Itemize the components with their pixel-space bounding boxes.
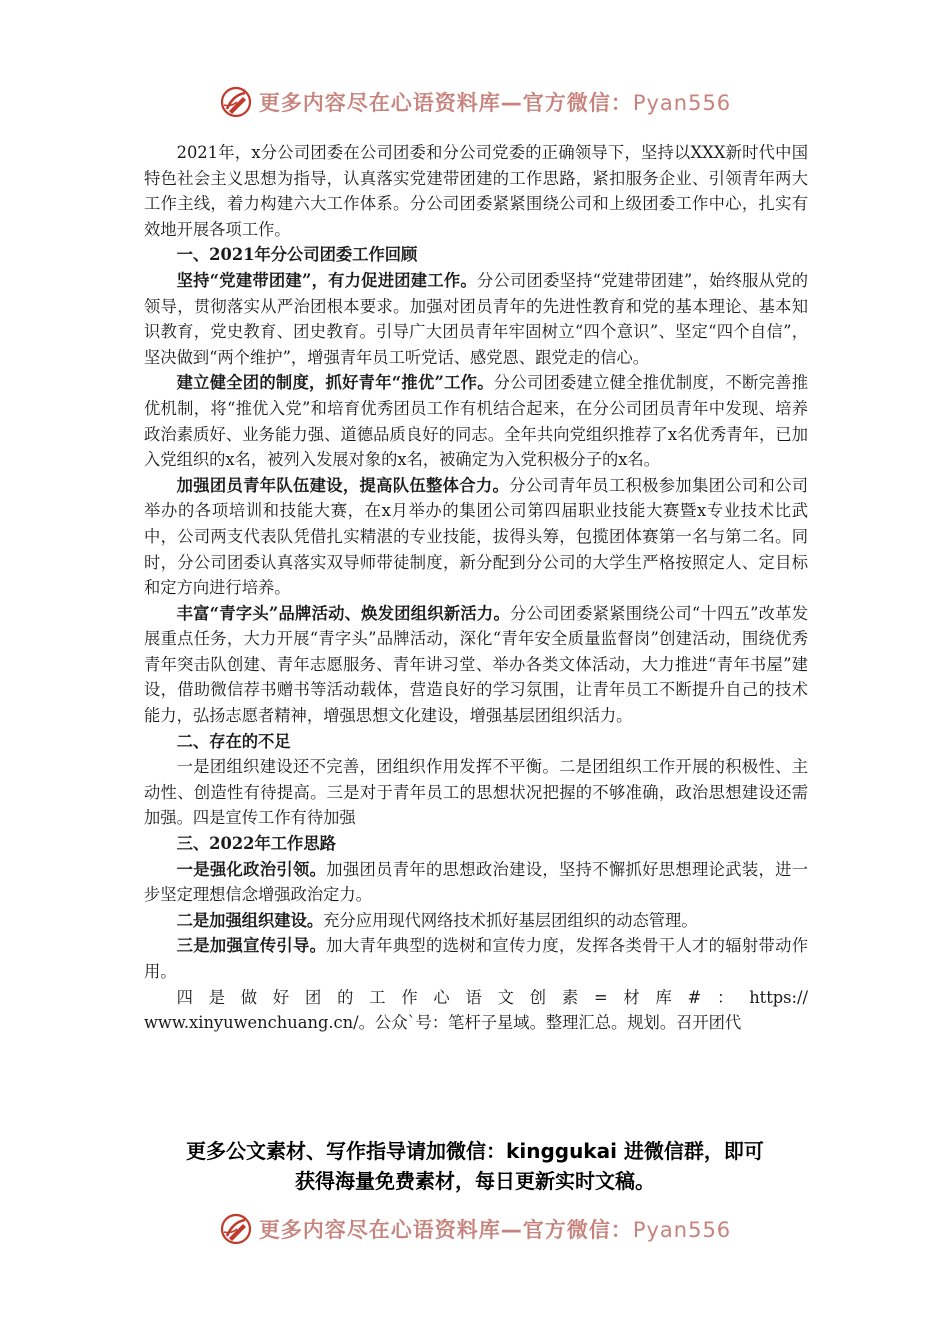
plan-item-four-line1: 四是做好团的工作心语文创素=材库#：https:// bbox=[176, 987, 808, 1007]
intro-paragraph: 2021年，x分公司团委在公司团委和分公司党委的正确领导下，坚持以XXX新时代中国特色社会主义思想为指导，认真落实党建带团建的工作思路，紧扣服务企业、引领青年两大工作主线，着力构建六大工作体系。分公司团委紧紧围绕公司和上级团委工作中心，扎实有效地开展各项工作。 bbox=[144, 143, 808, 239]
section-heading-shortcomings: 二、存在的不足 bbox=[176, 731, 291, 751]
pen-logo-icon bbox=[219, 85, 253, 119]
plan-item: 二是加强组织建设。充分应用现代网络技术抓好基层团组织的动态管理。 bbox=[176, 910, 698, 930]
footer-banner bbox=[0, 1207, 950, 1251]
review-item: 丰富“青字头”品牌活动、焕发团组织新活力。分公司团委紧紧围绕公司“十四五”改革发展重点任务，大力开展“青字头”品牌活动，深化“青年安全质量监督岗”创建活动，围绕优秀青年突击队创建、青年志愿服务、青年讲习堂、举办各类文体活动，大力推进“青年书屋”建设，借助微信荐书赠书等活动载体，营造良好的学习氛围，让青年员工不断提升自己的技术能力，弘扬志愿者精神，增强思想文化建设，增强基层团组织活力。 bbox=[144, 603, 808, 726]
promo-line: 获得海量免费素材，每日更新实时文稿。 bbox=[295, 1169, 655, 1193]
review-item: 坚持“党建带团建”，有力促进团建工作。分公司团委坚持“党建带团建”，始终服从党的领导，贯彻落实从严治团根本要求。加强对团员青年的先进性教育和党的基本理论、基本知识教育，党史教育、团史教育。引导广大团员青年牢固树立“四个意识”、坚定“四个自信”，坚决做到“两个维护”，增强青年员工听党话、感党恩、跟党走的信心。 bbox=[144, 270, 809, 367]
header-banner bbox=[0, 80, 950, 124]
promo-line: 更多公文素材、写作指导请加微信：kinggukai 进微信群，即可 bbox=[186, 1139, 764, 1163]
banner-text: 更多内容尽在心语资料库—官方微信：Pyan556 bbox=[258, 1218, 732, 1242]
plan-item: 三是加强宣传引导。加大青年典型的选树和宣传力度，发挥各类骨干人才的辐射带动作用。 bbox=[144, 936, 808, 981]
shortcomings-paragraph: 一是团组织建设还不完善，团组织作用发挥不平衡。二是团组织工作开展的积极性、主动性、创造性有待提高。三是对于青年员工的思想状况把握的不够准确，政治思想建设还需加强。四是宣传工作有待加强 bbox=[144, 757, 808, 828]
plan-item: 一是强化政治引领。加强团员青年的思想政治建设，坚持不懈抓好思想理论武装，进一步坚定理想信念增强政治定力。 bbox=[144, 859, 808, 905]
section-heading-plan: 三、2022年工作思路 bbox=[176, 834, 336, 854]
document-body bbox=[144, 140, 808, 1036]
review-item: 加强团员青年队伍建设，提高队伍整体合力。分公司青年员工积极参加集团公司和公司举办的各项培训和技能大赛，在x月举办的集团公司第四届职业技能大赛暨x专业技术比武中，公司两支代表队凭借扎实精湛的专业技能，拔得头筹，包揽团体赛第一名与第二名。同时，分公司团委认真落实双导师带徒制度，新分配到分公司的大学生严格按照定人、定目标和定方向进行培养。 bbox=[144, 475, 808, 598]
review-item: 建立健全团的制度，抓好青年“推优”工作。分公司团委建立健全推优制度，不断完善推优机制，将“推优入党”和培育优秀团员工作有机结合起来，在分公司团员青年中发现、培养政治素质好、业务能力强、道德品质良好的同志。全年共向党组织推荐了x名优秀青年，已加入党组织的x名，被列入发展对象的x名，被确定为入党积极分子的x名。 bbox=[144, 373, 808, 470]
banner-text: 更多内容尽在心语资料库—官方微信：Pyan556 bbox=[258, 91, 732, 115]
section-heading-review: 一、2021年分公司团委工作回顾 bbox=[176, 245, 418, 265]
promo-notice bbox=[100, 1136, 850, 1196]
plan-item-four-line2: www.xinyuwenchuang.cn/。公众`号：笔杆子星域。整理汇总。规划。召开团代 bbox=[144, 1013, 742, 1033]
pen-logo-icon bbox=[219, 1212, 253, 1246]
